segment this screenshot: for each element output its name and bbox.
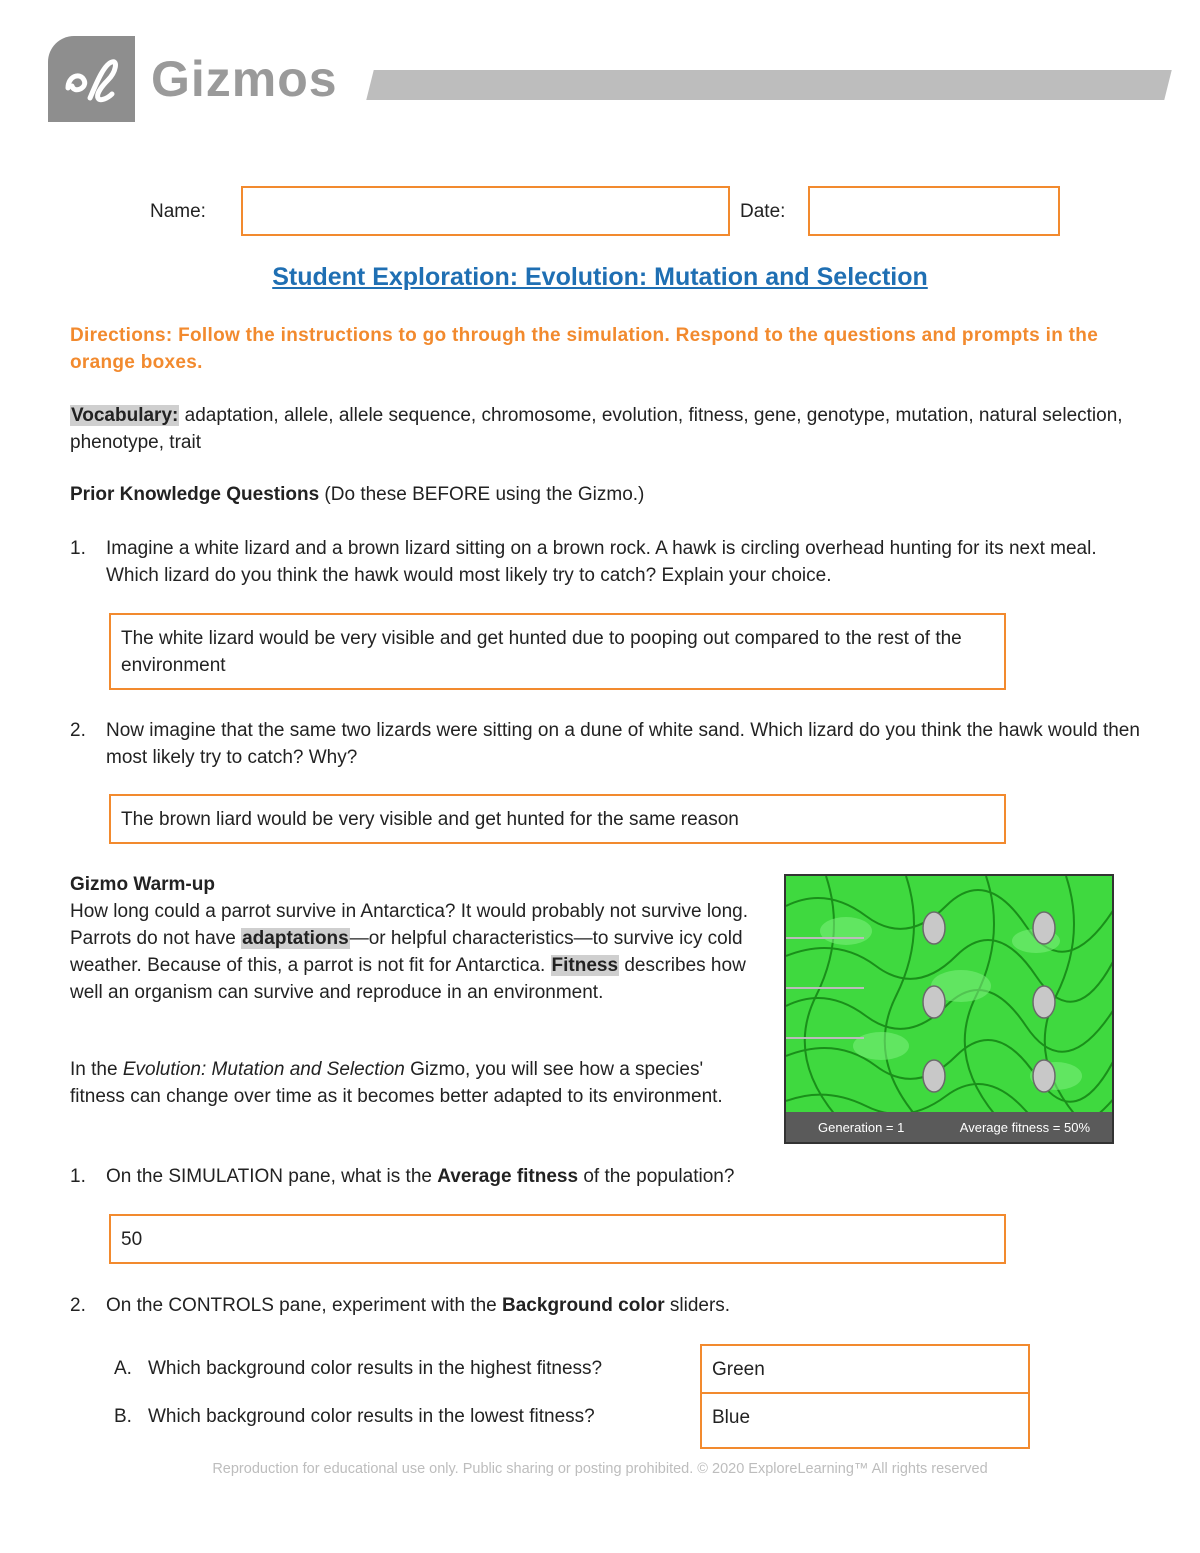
name-field[interactable] [241, 186, 730, 236]
question-number: 2. [70, 720, 86, 741]
warmup-answer-1-field[interactable]: 50 [109, 1214, 1006, 1264]
sub-question-text: Which background color results in the lowest fitness? [148, 1406, 595, 1427]
prior-question-1 [70, 535, 1140, 589]
date-label: Date: [740, 201, 786, 222]
warmup-heading: Gizmo Warm-up [70, 874, 215, 895]
warmup-text: —or helpful characteristics—to survive icy cold weather. Because of this, a parrot is not fit for Antarctica. [70, 928, 743, 976]
header [48, 36, 1168, 122]
directions-text: Directions: Follow the instructions to go through the simulation. Respond to the questions and prompts in the orange boxes. [70, 325, 1099, 373]
question-text-part: On the CONTROLS pane, experiment with the [106, 1295, 503, 1316]
prior-knowledge-heading [70, 481, 1140, 508]
sub-answer-b-field[interactable]: Blue [700, 1392, 1030, 1449]
question-text-part: sliders. [664, 1295, 731, 1316]
sub-question-b [114, 1406, 595, 1428]
question-text: Imagine a white lizard and a brown lizard sitting on a brown rock. A hawk is circling overhead hunting for its next meal. Which lizard do you think the hawk would most likely try to catch? Explain your choice. [106, 538, 1097, 586]
average-fitness-readout: Average fitness = 50% [959, 1119, 1090, 1135]
question-number: 1. [70, 538, 86, 559]
name-label: Name: [150, 201, 206, 222]
page-title: Student Exploration: Evolution: Mutation and Selection [272, 263, 928, 291]
warmup-text: In the [70, 1059, 123, 1080]
question-text [106, 1163, 1140, 1190]
brand-name: Gizmos [151, 51, 338, 107]
warmup-text: Gizmo, you will see how a species' fitness can change over time as it becomes better adapted to its environment. [70, 1059, 723, 1107]
sub-question-letter: B. [114, 1406, 132, 1427]
question-text-part: of the population? [578, 1166, 735, 1187]
question-number: 2. [70, 1295, 86, 1316]
vocabulary-label: Vocabulary: [71, 405, 179, 426]
header-decorative-bar [366, 70, 1171, 100]
vocabulary-section [70, 402, 1140, 456]
warmup-text: describes how well an organism can survive and reproduce in an environment. [70, 955, 746, 1003]
question-text: Now imagine that the same two lizards were sitting on a dune of white sand. Which lizard do you think the hawk would then most likely try to catch? Why? [106, 720, 1140, 768]
warmup-question-1 [70, 1163, 1140, 1190]
sub-question-a [114, 1358, 602, 1380]
sub-answer-a-field[interactable]: Green [700, 1344, 1030, 1394]
warmup-paragraph-1 [70, 898, 750, 1006]
date-field[interactable] [808, 186, 1060, 236]
question-emphasis: Average fitness [437, 1166, 579, 1187]
prior-answer-1-field[interactable]: The white lizard would be very visible and get hunted due to pooping out compared to the rest of the environment [109, 613, 1006, 690]
question-emphasis: Background color [502, 1295, 665, 1316]
sub-question-text: Which background color results in the highest fitness? [148, 1358, 603, 1379]
simulation-screenshot [784, 874, 1114, 1144]
prior-knowledge-note: (Do these BEFORE using the Gizmo.) [319, 484, 645, 505]
gizmo-name: Evolution: Mutation and Selection [122, 1059, 405, 1080]
question-number: 1. [70, 1166, 86, 1187]
warmup-paragraph-2 [70, 1056, 750, 1110]
generation-readout: Generation = 1 [818, 1119, 905, 1135]
sub-question-letter: A. [114, 1358, 132, 1379]
leaf-background-image [786, 876, 1114, 1116]
question-text [106, 1292, 1140, 1319]
term-fitness: Fitness [551, 955, 619, 976]
simulation-status-bar [786, 1112, 1112, 1142]
warmup-text: How long could a parrot survive in Antarctica? It would probably not survive long. Parrots do not have [70, 901, 749, 949]
footer-copyright: Reproduction for educational use only. Public sharing or posting prohibited. © 2020 ExploreLearning™ All rights reserved [212, 1461, 988, 1477]
prior-knowledge-title: Prior Knowledge Questions [70, 484, 320, 505]
question-text-part: On the SIMULATION pane, what is the [106, 1166, 438, 1187]
explorelearning-el-logo-icon [48, 36, 135, 122]
prior-answer-2-field[interactable]: The brown liard would be very visible and get hunted for the same reason [109, 794, 1006, 844]
warmup-question-2 [70, 1292, 1140, 1319]
vocabulary-terms: adaptation, allele, allele sequence, chromosome, evolution, fitness, gene, genotype, mutation, natural selection, phenotype, trait [70, 405, 1123, 453]
term-adaptations: adaptations [242, 928, 349, 949]
prior-question-2 [70, 717, 1140, 771]
